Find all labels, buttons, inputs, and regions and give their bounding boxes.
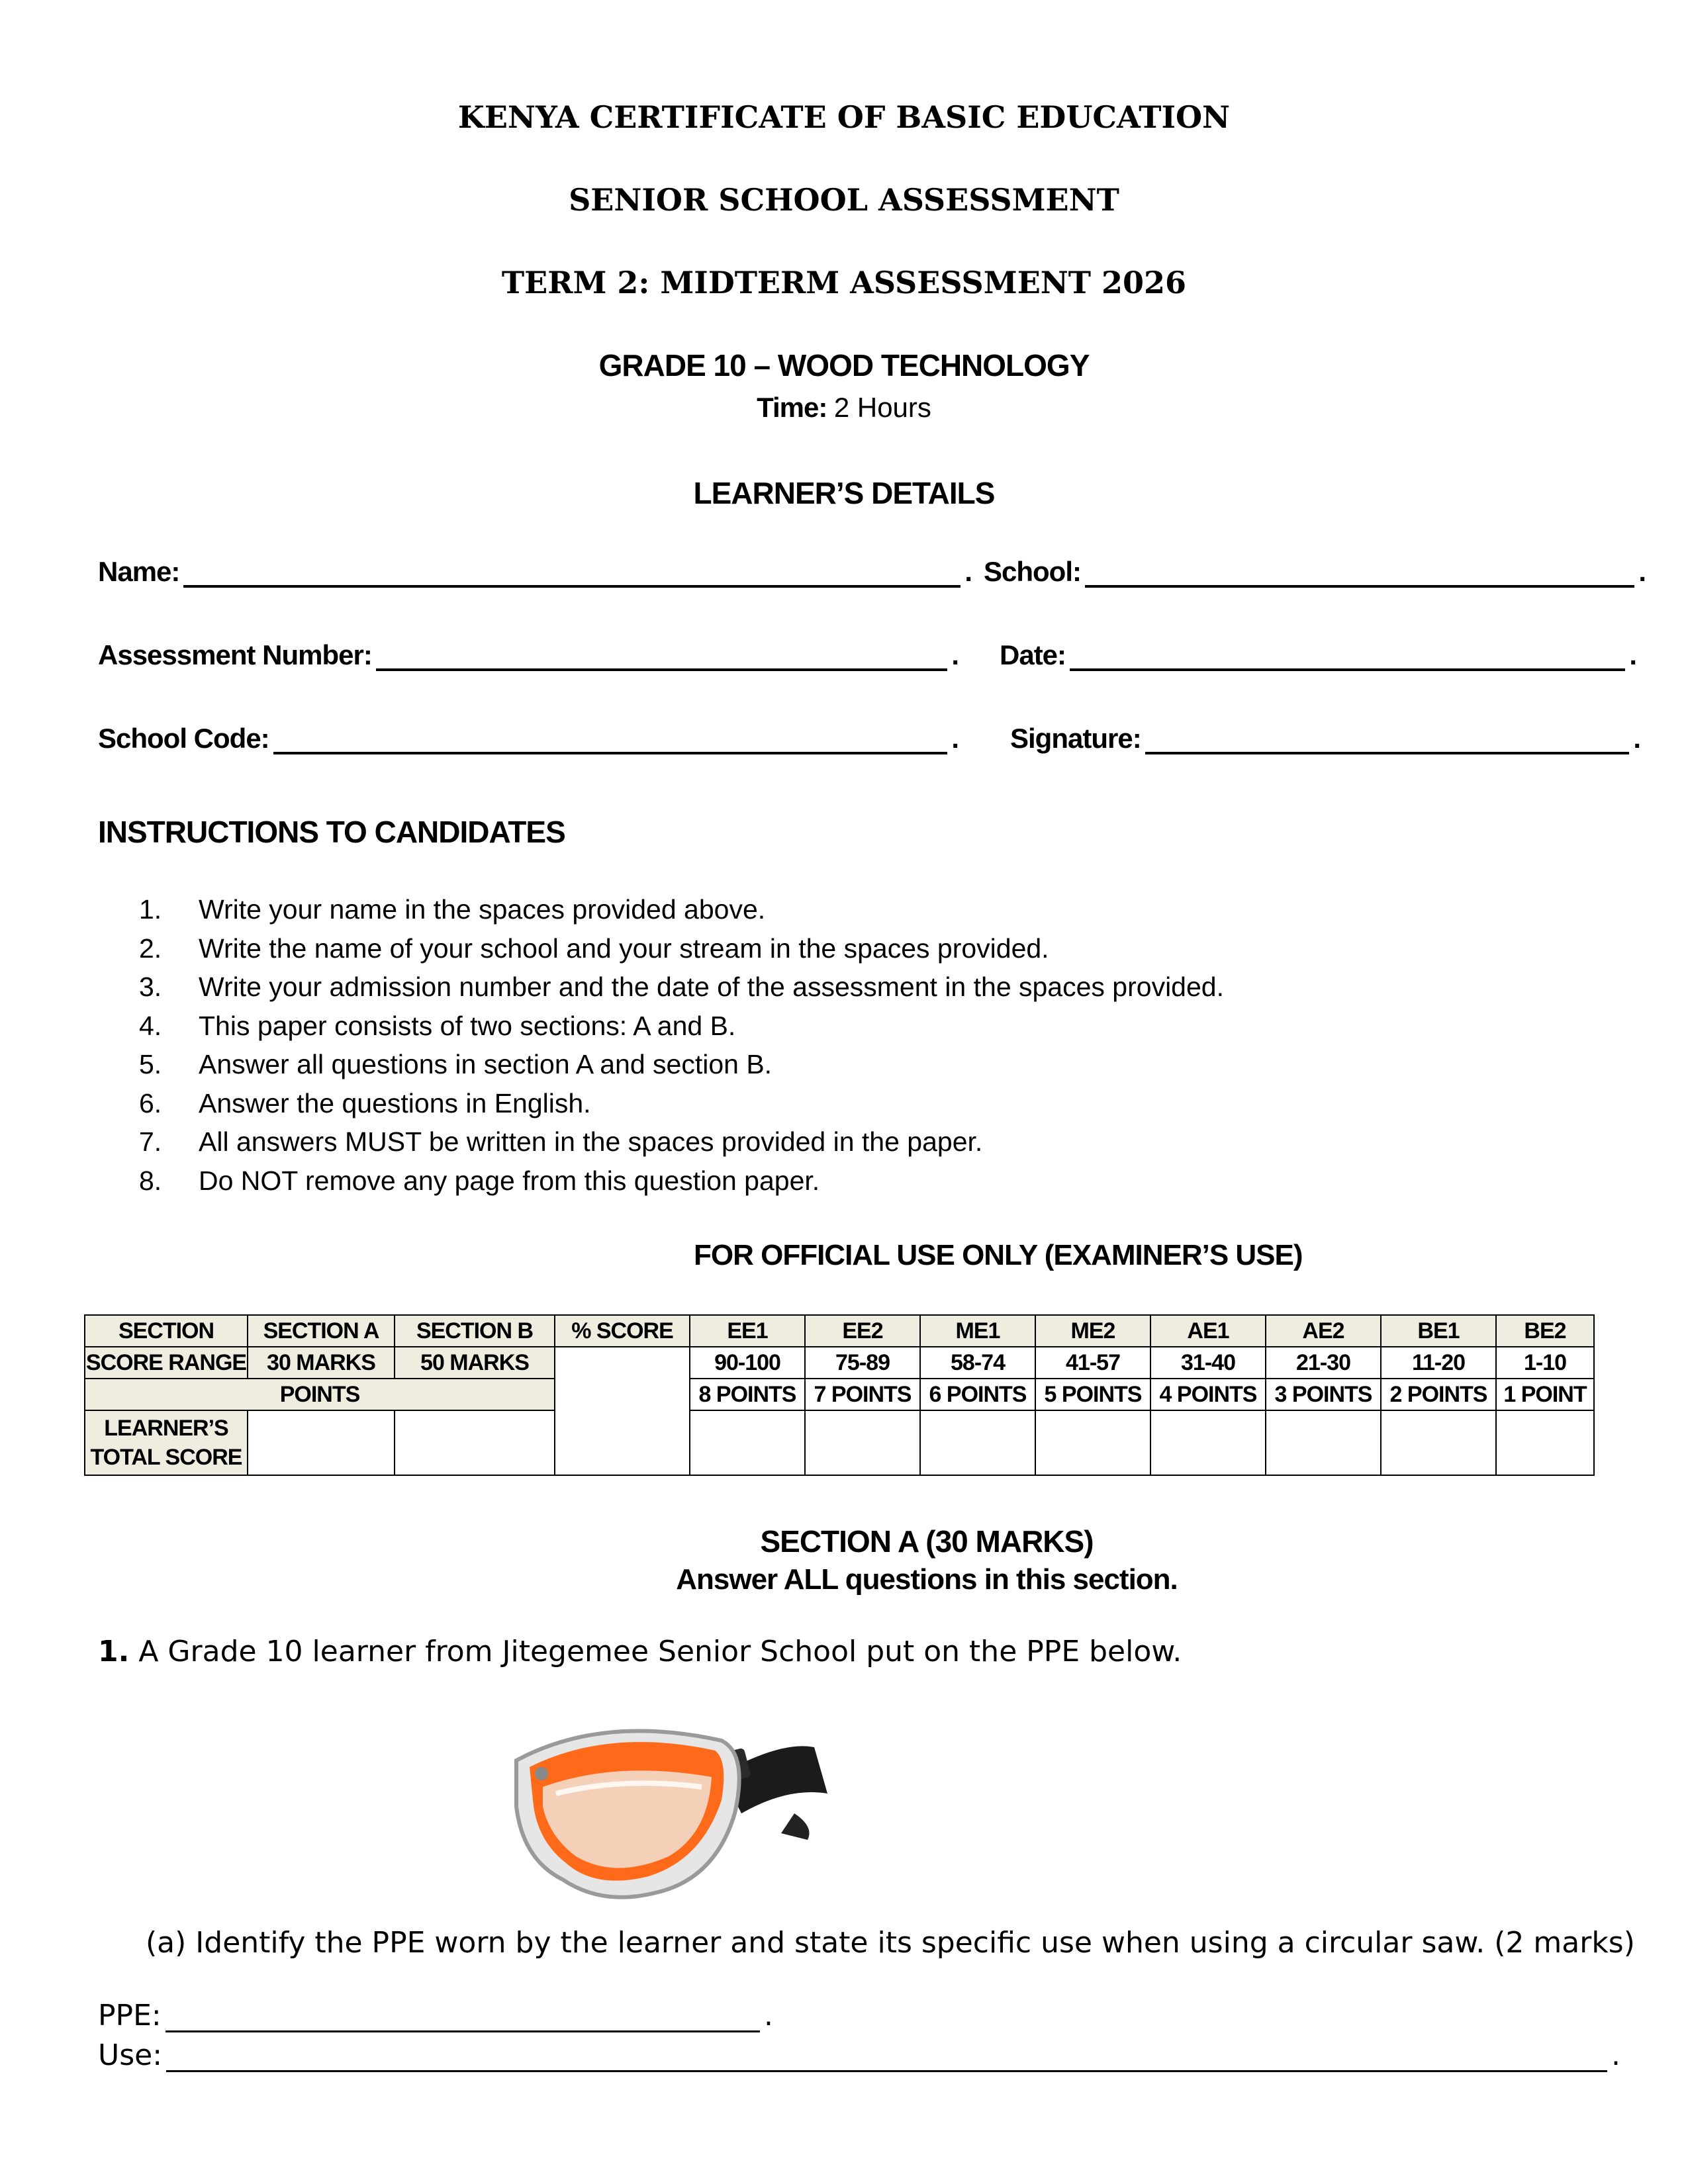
table-cell: AE2 bbox=[1266, 1315, 1381, 1347]
table-cell: 30 MARKS bbox=[248, 1347, 395, 1379]
instructions-list bbox=[139, 890, 1224, 1200]
assessment-number-field[interactable]: Assessment Number: . bbox=[98, 639, 959, 670]
name-input-line[interactable] bbox=[183, 556, 961, 588]
question-text: A Grade 10 learner from Jitegemee Senior School put on the PPE below. bbox=[138, 1635, 1182, 1668]
exam-body-title: KENYA CERTIFICATE OF BASIC EDUCATION bbox=[457, 99, 1231, 135]
signature-label: Signature: bbox=[1010, 723, 1141, 754]
instruction-number: 6. bbox=[139, 1087, 162, 1118]
be2-cell[interactable] bbox=[1496, 1410, 1594, 1475]
table-cell: AE1 bbox=[1150, 1315, 1266, 1347]
learner-row-1 bbox=[98, 556, 1647, 596]
points-label-cell: POINTS bbox=[85, 1379, 555, 1410]
instruction-text: Write your admission number and the date of the assessment in the spaces provided. bbox=[199, 972, 1224, 1002]
instruction-number: 1. bbox=[139, 894, 162, 925]
table-cell: ME1 bbox=[920, 1315, 1035, 1347]
school-input-line[interactable] bbox=[1085, 556, 1634, 588]
date-input-line[interactable] bbox=[1070, 639, 1625, 671]
total-score-label-cell bbox=[85, 1410, 248, 1475]
safety-goggles-image bbox=[503, 1714, 847, 1933]
table-cell: SECTION A bbox=[248, 1315, 395, 1347]
instruction-text: Write the name of your school and your stream in the spaces provided. bbox=[199, 933, 1049, 964]
time-line bbox=[0, 392, 1688, 424]
instruction-item bbox=[139, 1007, 1224, 1046]
school-code-field[interactable]: School Code: . bbox=[98, 723, 959, 754]
instruction-number: 5. bbox=[139, 1049, 162, 1079]
section-a-score-cell[interactable] bbox=[248, 1410, 395, 1475]
time-value: 2 Hours bbox=[833, 392, 931, 423]
use-answer-line[interactable] bbox=[166, 2044, 1607, 2072]
ae1-cell[interactable] bbox=[1150, 1410, 1266, 1475]
percent-score-cell[interactable] bbox=[555, 1347, 690, 1475]
table-cell: 1-10 bbox=[1496, 1347, 1594, 1379]
instruction-text: Do NOT remove any page from this question paper. bbox=[199, 1165, 820, 1196]
school-code-label: School Code: bbox=[98, 723, 269, 754]
instruction-text: Answer the questions in English. bbox=[199, 1087, 591, 1118]
table-cell: 58-74 bbox=[920, 1347, 1035, 1379]
school-label: School: bbox=[984, 556, 1081, 587]
name-label: Name: bbox=[98, 556, 180, 587]
instruction-number: 2. bbox=[139, 933, 162, 964]
table-cell: 3 POINTS bbox=[1266, 1379, 1381, 1410]
instruction-number: 7. bbox=[139, 1126, 162, 1157]
me2-cell[interactable] bbox=[1035, 1410, 1150, 1475]
instruction-text: Write your name in the spaces provided above. bbox=[199, 894, 766, 925]
assessment-number-label: Assessment Number: bbox=[98, 639, 372, 670]
use-label: Use: bbox=[98, 2038, 163, 2072]
table-cell: 21-30 bbox=[1266, 1347, 1381, 1379]
table-cell: % SCORE bbox=[555, 1315, 690, 1347]
instruction-number: 3. bbox=[139, 972, 162, 1002]
table-cell: 6 POINTS bbox=[920, 1379, 1035, 1410]
table-cell: 75-89 bbox=[805, 1347, 920, 1379]
instruction-item bbox=[139, 1122, 1224, 1161]
table-cell: 31-40 bbox=[1150, 1347, 1266, 1379]
table-cell: 5 POINTS bbox=[1035, 1379, 1150, 1410]
instruction-item bbox=[139, 1045, 1224, 1084]
ppe-answer-field[interactable]: PPE: . bbox=[98, 1999, 773, 2032]
table-cell: 4 POINTS bbox=[1150, 1379, 1266, 1410]
section-a-subtitle: Answer ALL questions in this section. bbox=[676, 1563, 1178, 1596]
subject-title: GRADE 10 – WOOD TECHNOLOGY bbox=[598, 348, 1090, 383]
table-row-total-score bbox=[85, 1410, 1594, 1475]
question-1a-text: (a) Identify the PPE worn by the learner and state its specific use when using a circular saw. (2 marks) bbox=[146, 1926, 1635, 1960]
assessment-type-title: SENIOR SCHOOL ASSESSMENT bbox=[569, 182, 1119, 218]
official-use-table bbox=[84, 1314, 1595, 1476]
table-cell: 1 POINT bbox=[1496, 1379, 1594, 1410]
total-score-label-line1: LEARNER’S bbox=[104, 1416, 228, 1441]
me1-cell[interactable] bbox=[920, 1410, 1035, 1475]
signature-field[interactable]: Signature: . bbox=[1010, 723, 1640, 754]
table-row-section bbox=[85, 1315, 1594, 1347]
total-score-label-line2: TOTAL SCORE bbox=[90, 1445, 242, 1470]
learner-row-2 bbox=[98, 639, 1647, 679]
date-field[interactable]: Date: . bbox=[1000, 639, 1636, 670]
ae2-cell[interactable] bbox=[1266, 1410, 1381, 1475]
instruction-item bbox=[139, 890, 1224, 929]
table-row-score-range bbox=[85, 1347, 1594, 1379]
table-cell: EE1 bbox=[690, 1315, 805, 1347]
ee1-cell[interactable] bbox=[690, 1410, 805, 1475]
table-cell: 7 POINTS bbox=[805, 1379, 920, 1410]
ppe-label: PPE: bbox=[98, 1999, 162, 2032]
table-cell: 8 POINTS bbox=[690, 1379, 805, 1410]
official-use-title: FOR OFFICIAL USE ONLY (EXAMINER’S USE) bbox=[694, 1239, 1303, 1271]
instruction-item bbox=[139, 1161, 1224, 1201]
school-code-input-line[interactable] bbox=[273, 723, 948, 754]
table-cell: 2 POINTS bbox=[1381, 1379, 1496, 1410]
term-title: TERM 2: MIDTERM ASSESSMENT 2026 bbox=[501, 265, 1187, 300]
section-b-score-cell[interactable] bbox=[395, 1410, 555, 1475]
table-cell: EE2 bbox=[805, 1315, 920, 1347]
be1-cell[interactable] bbox=[1381, 1410, 1496, 1475]
table-cell: SCORE RANGE bbox=[85, 1347, 248, 1379]
instruction-text: Answer all questions in section A and section B. bbox=[199, 1049, 773, 1079]
instruction-number: 4. bbox=[139, 1010, 162, 1041]
instruction-item bbox=[139, 929, 1224, 968]
table-cell: ME2 bbox=[1035, 1315, 1150, 1347]
time-label: Time: bbox=[757, 392, 827, 423]
table-cell: SECTION bbox=[85, 1315, 248, 1347]
table-cell: 50 MARKS bbox=[395, 1347, 555, 1379]
section-a-title: SECTION A (30 MARKS) bbox=[760, 1524, 1094, 1559]
instruction-text: This paper consists of two sections: A and B. bbox=[199, 1010, 736, 1041]
question-number: 1. bbox=[98, 1635, 130, 1668]
learner-row-3 bbox=[98, 723, 1647, 762]
instruction-number: 8. bbox=[139, 1165, 162, 1196]
table-row-points bbox=[85, 1379, 1594, 1410]
table-cell: BE1 bbox=[1381, 1315, 1496, 1347]
learner-details-title: LEARNER’S DETAILS bbox=[693, 476, 995, 510]
ppe-answer-line[interactable] bbox=[165, 2004, 760, 2032]
name-field[interactable]: Name: . bbox=[98, 556, 972, 587]
table-cell: BE2 bbox=[1496, 1315, 1594, 1347]
date-label: Date: bbox=[1000, 639, 1066, 670]
instruction-text: All answers MUST be written in the spaces provided in the paper. bbox=[199, 1126, 983, 1157]
instructions-title: INSTRUCTIONS TO CANDIDATES bbox=[98, 815, 565, 849]
table-cell: SECTION B bbox=[395, 1315, 555, 1347]
instruction-item bbox=[139, 968, 1224, 1007]
table-cell: 90-100 bbox=[690, 1347, 805, 1379]
table-cell: 11-20 bbox=[1381, 1347, 1496, 1379]
signature-input-line[interactable] bbox=[1145, 723, 1630, 754]
use-answer-field[interactable]: Use: . bbox=[98, 2038, 1620, 2072]
school-field[interactable]: School: . bbox=[984, 556, 1646, 587]
assessment-number-input-line[interactable] bbox=[376, 639, 948, 671]
question-1 bbox=[98, 1635, 1182, 1668]
table-cell: 41-57 bbox=[1035, 1347, 1150, 1379]
ee2-cell[interactable] bbox=[805, 1410, 920, 1475]
instruction-item bbox=[139, 1084, 1224, 1123]
